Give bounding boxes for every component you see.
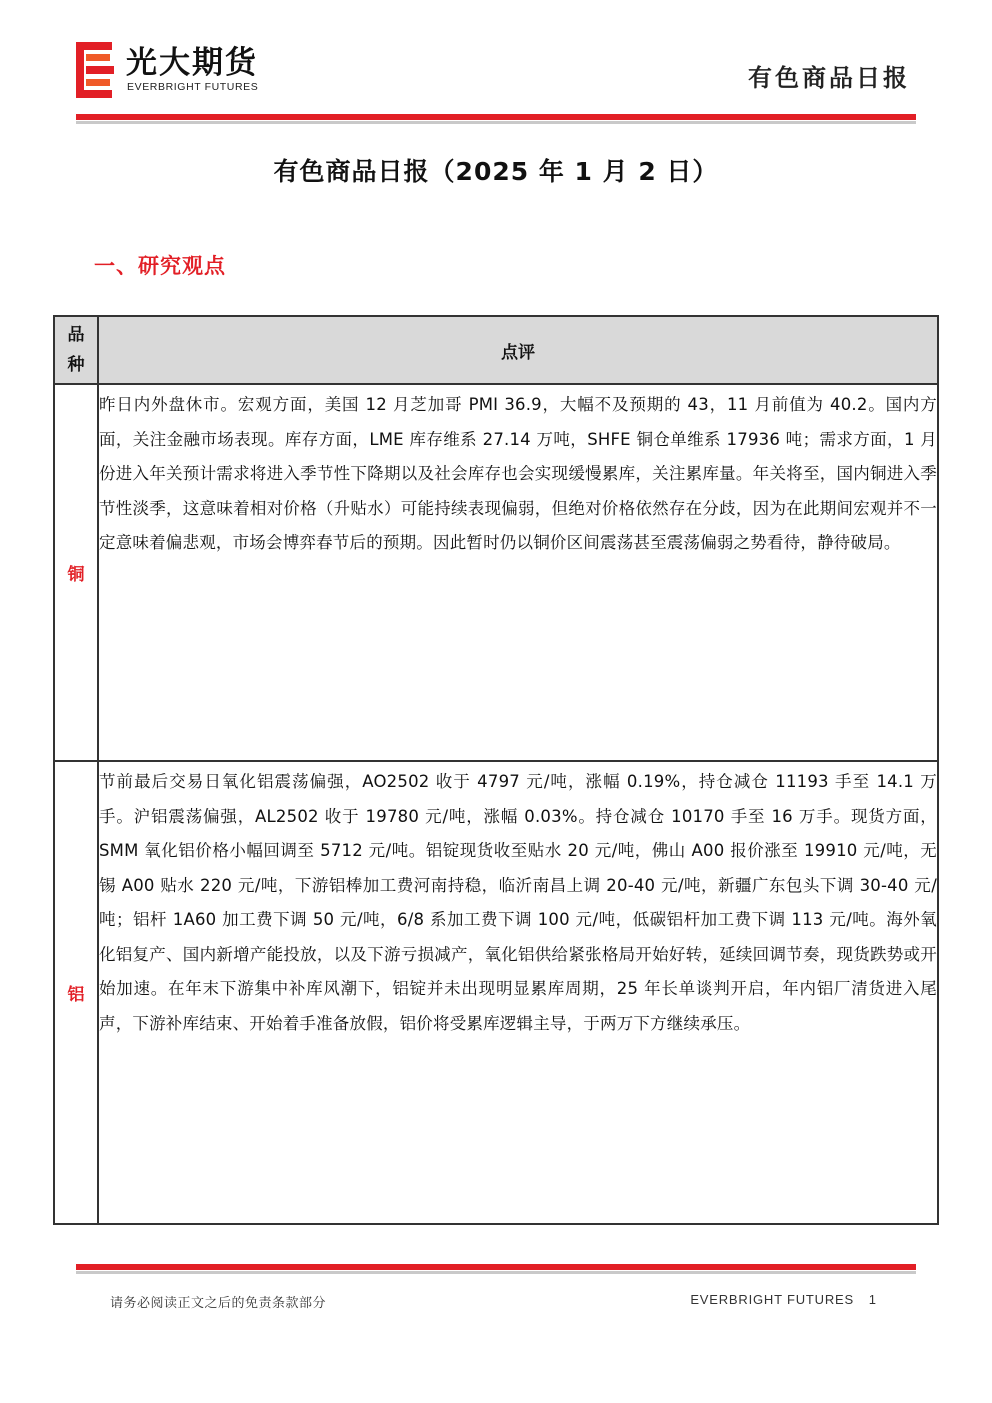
footer-red-rule <box>76 1264 916 1270</box>
header-variety-label: 品种 <box>67 325 85 375</box>
review-table <box>53 315 939 1225</box>
comment-cell: 昨日内外盘休市。宏观方面，美国 12 月芝加哥 PMI 36.9，大幅不及预期的 43，11 月前值为 40.2。国内方面，关注金融市场表现。库存方面，LME 库存维系 27.14 万吨，SHFE 铜仓单维系 17936 吨；需求方面，1 月份进入年关预计需求将进入季节性下降期以及社会库存也会实现缓慢累库，关注累库量。年关将至，国内铜进入季节性淡季，这意味着相对价格（升贴水）可能持续表现偏弱，但绝对价格依然存在分歧，因为在此期间宏观并不一定意味着偏悲观，市场会博弈春节后的预期。因此暂时仍以铜价区间震荡甚至震荡偏弱之势看待，静待破局。 <box>98 384 938 761</box>
company-logo <box>76 42 286 100</box>
header-variety <box>54 316 98 384</box>
comment-cell: 节前最后交易日氧化铝震荡偏强，AO2502 收于 4797 元/吨，涨幅 0.19%，持仓减仓 11193 手至 14.1 万手。沪铝震荡偏强，AL2502 收于 19780 元/吨，涨幅 0.03%。持仓减仓 10170 手至 16 万手。现货方面，SMM 氧化铝价格小幅回调至 5712 元/吨。铝锭现货收至贴水 20 元/吨，佛山 A00 报价涨至 19910 元/吨，无锡 A00 贴水 220 元/吨，下游铝棒加工费河南持稳，临沂南昌上调 20-40 元/吨，新疆广东包头下调 30-40 元/吨；铝杆 1A60 加工费下调 50 元/吨，6/8 系加工费下调 100 元/吨，低碳铝杆加工费下调 113 元/吨。海外氧化铝复产、国内新增产能投放，以及下游亏损减产，氧化铝供给紧张格局开始好转，延续回调节奏，现货跌势或开始加速。在年末下游集中补库风潮下，铝锭并未出现明显累库周期，25 年长单谈判开启，年内铝厂清货进入尾声，下游补库结束、开始着手准备放假，铝价将受累库逻辑主导，于两万下方继续承压。 <box>98 761 938 1224</box>
header-red-rule <box>76 114 916 120</box>
footer-brand: EVERBRIGHT FUTURES <box>690 1292 854 1307</box>
footer-disclaimer: 请务必阅读正文之后的免责条款部分 <box>110 1296 327 1311</box>
document-title: 有色商品日报（2025 年 1 月 2 日） <box>273 157 719 186</box>
table-header-row <box>54 316 938 384</box>
variety-cell: 铝 <box>54 761 98 1224</box>
everbright-logo-icon <box>76 42 114 98</box>
table-row <box>54 761 938 1224</box>
logo-chinese-name: 光大期货 <box>126 45 258 81</box>
page-number: 1 <box>868 1292 876 1307</box>
section-heading: 一、研究观点 <box>94 254 226 278</box>
header-comment: 点评 <box>98 316 938 384</box>
table-row <box>54 384 938 761</box>
header-gray-rule <box>76 121 916 124</box>
footer-gray-rule <box>76 1271 916 1274</box>
logo-english-name: EVERBRIGHT FUTURES <box>127 81 259 93</box>
report-name: 有色商品日报 <box>748 64 910 92</box>
variety-cell: 铜 <box>54 384 98 761</box>
